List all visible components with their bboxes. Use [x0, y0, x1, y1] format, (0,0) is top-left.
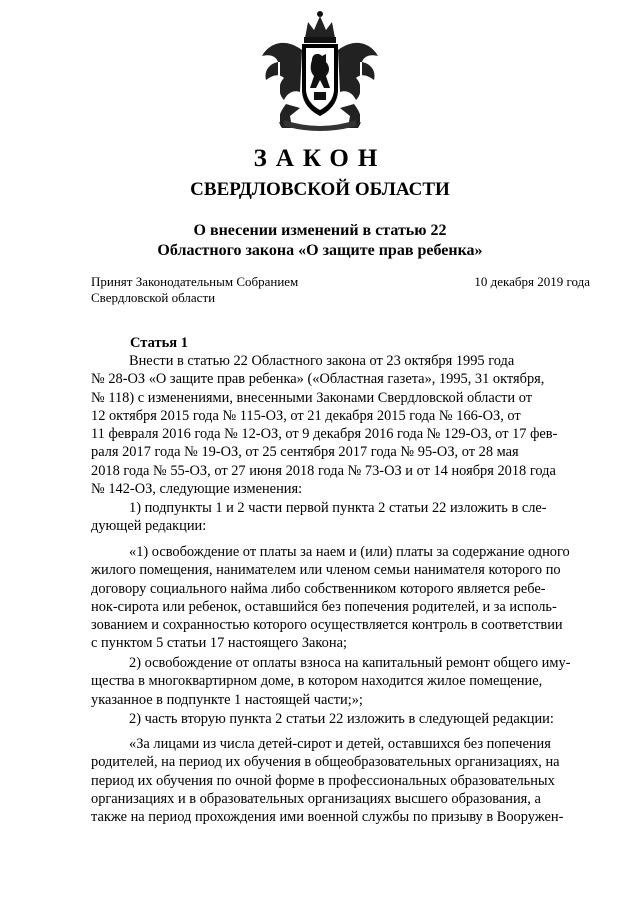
paragraph-quote-2 [91, 654, 598, 709]
text-line: договору социального найма либо собственником которого является ребе- [91, 580, 546, 597]
text-line: указанное в подпункте 1 настоящей части;»; [91, 691, 363, 708]
text-line: раля 2017 года № 19-ОЗ, от 25 сентября 2017 года № 95-ОЗ, от 28 мая [91, 444, 519, 461]
text-line: № 28-ОЗ «О защите прав ребенка» («Областная газета», 1995, 31 октября, [91, 371, 545, 388]
coat-of-arms-emblem [256, 8, 384, 132]
text-line: также на период прохождения ими военной службы по призыву в Вооружен- [91, 809, 564, 826]
text-line: жилого помещения, нанимателем или членом семьи нанимателя которого по [91, 562, 561, 579]
text-line: 2018 года № 55-ОЗ, от 27 июня 2018 года № 73-ОЗ и от 14 ноября 2018 года [91, 462, 556, 479]
text-line: 2) освобождение от оплаты взноса на капитальный ремонт общего иму- [129, 655, 571, 671]
paragraph-item-1 [91, 499, 598, 536]
text-line: № 142-ОЗ, следующие изменения: [91, 481, 303, 498]
law-region: СВЕРДЛОВСКОЙ ОБЛАСТИ [190, 179, 450, 200]
text-line: 12 октября 2015 года № 115-ОЗ, от 21 декабря 2015 года № 166-ОЗ, от [91, 407, 521, 424]
text-line: период их обучения по очной форме в профессиональных образовательных [91, 772, 555, 789]
adoption-date: 10 декабря 2019 года [474, 274, 590, 289]
text-line: «1) освобождение от платы за наем и (или) платы за содержание одного [129, 544, 570, 560]
text-line: Внести в статью 22 Областного закона от 23 октября 1995 года [129, 353, 515, 369]
text-line: 11 февраля 2016 года № 12-ОЗ, от 9 декабря 2016 года № 129-ОЗ, от 17 фев- [91, 426, 558, 443]
adoption-note [91, 274, 298, 306]
right-supporter-icon [338, 43, 378, 128]
law-title: ЗАКОН [253, 145, 387, 172]
article-heading: Статья 1 [130, 335, 188, 351]
text-line: «За лицами из числа детей-сирот и детей, оставшихся без попечения [129, 736, 551, 752]
adoption-note-line-1: Принят Законодательным Собранием [91, 274, 299, 289]
left-supporter-icon [262, 43, 302, 128]
shield-icon [302, 44, 338, 116]
text-line: дующей редакции: [91, 518, 207, 535]
text-line: № 118) с изменениями, внесенными Законами Свердловской области от [91, 389, 533, 406]
crown-icon [304, 11, 336, 43]
adoption-note-line-2: Свердловской области [91, 290, 216, 305]
text-line: нок-сирота или ребенок, оставшийся без попечения родителей, и за исполь- [91, 598, 557, 615]
paragraph-quote-1 [91, 543, 598, 653]
paragraph-quote-3 [91, 735, 598, 826]
law-subtitle-line-2: Областного закона «О защите прав ребенка» [157, 242, 483, 259]
ribbon-icon [284, 120, 356, 131]
text-line: с пунктом 5 статьи 17 настоящего Закона; [91, 635, 347, 652]
text-line: щества в многоквартирном доме, в котором находится жилое помещение, [91, 673, 543, 690]
paragraph-intro [91, 352, 598, 498]
paragraph-item-2 [91, 710, 598, 728]
text-line: зованием и сохранностью которого осуществляется контроль в соответствии [91, 617, 563, 634]
law-subtitle-line-1: О внесении изменений в статью 22 [193, 222, 447, 239]
text-line: родителей, на период их обучения в общеобразовательных организациях, на [91, 754, 560, 771]
text-line: организациях и в образовательных организациях высшего образования, а [91, 790, 541, 807]
text-line: 2) часть вторую пункта 2 статьи 22 изложить в следующей редакции: [129, 711, 554, 727]
text-line: 1) подпункты 1 и 2 части первой пункта 2 статьи 22 изложить в сле- [129, 500, 547, 516]
